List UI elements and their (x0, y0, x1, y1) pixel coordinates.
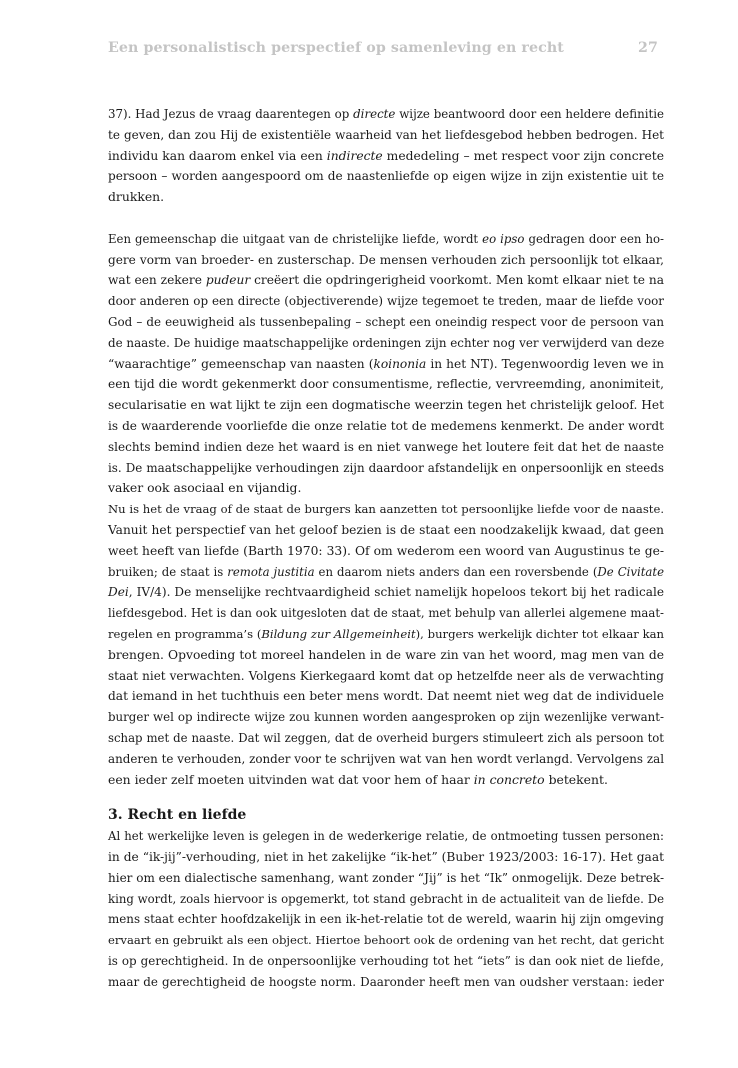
text-line: te geven, dan zou Hij de existentiële waarheid van het liefdesgebod hebben bedrogen. Het (108, 127, 664, 142)
text-line: weet heeft van liefde (Barth 1970: 33). Of om wederom een woord van Augustinus te ge- (108, 543, 664, 558)
text-line: regelen en programma’s (Bildung zur Allgemeinheit), burgers werkelijk dichter tot elkaar kan (108, 626, 665, 641)
text-line: Een gemeenschap die uitgaat van de christelijke liefde, wordt eo ipso gedragen door een ho- (108, 231, 664, 246)
text-line: slechts bemind indien deze het waard is en niet vanwege het loutere feit dat het de naaste (108, 439, 664, 454)
text-line: Nu is het de vraag of de staat de burgers kan aanzetten tot persoonlijke liefde voor de naaste. (108, 502, 664, 517)
text-line: king wordt, zoals hiervoor is opgemerkt, tot stand gebracht in de actualiteit van de liefde. De (108, 891, 664, 906)
text-line: is op gerechtigheid. In de onpersoonlijke verhouding tot het “iets” is dan ook niet de liefde, (108, 954, 664, 969)
running-head (108, 40, 658, 56)
text-line: burger wel op indirecte wijze zou kunnen worden aangesproken op zijn wezenlijke verwant- (108, 710, 664, 725)
text-line: mens staat echter hoofdzakelijk in een ik-het-relatie tot de wereld, waarin hij zijn omgeving (108, 912, 664, 927)
text-line: maar de gerechtigheid de hoogste norm. Daaronder heeft men van oudsher verstaan: ieder (108, 974, 664, 989)
text-line: God – de eeuwigheid als tussenbepaling – schept een oneindig respect voor de persoon van (108, 314, 664, 329)
paragraph-2 (108, 229, 664, 499)
text-line: hier om een dialectische samenhang, want zonder “Jij” is het “Ik” onmogelijk. Deze betrek- (108, 870, 665, 885)
running-head-title: Een personalistisch perspectief op samenleving en recht (108, 40, 564, 56)
text-line: in de “ik-jij”-verhouding, niet in het zakelijke “ik-het” (Buber 1923/2003: 16-17). Het gaat (108, 850, 664, 865)
text-line: Vanuit het perspectief van het geloof bezien is de staat een noodzakelijk kwaad, dat geen (108, 522, 664, 537)
text-line: dat iemand in het tuchthuis een beter mens wordt. Dat neemt niet weg dat de individuele (108, 689, 664, 704)
text-line: is de waarderende voorliefde die onze relatie tot de medemens kenmerkt. De ander wordt (108, 418, 664, 433)
text-line: Al het werkelijke leven is gelegen in de wederkerige relatie, de ontmoeting tussen personen: (108, 829, 664, 844)
text-line: brengen. Opvoeding tot moreel handelen in de ware zin van het woord, mag men van de (108, 647, 664, 662)
text-line: secularisatie en wat lijkt te zijn een dogmatische weerzin tegen het christelijk geloof. Het (108, 398, 664, 413)
text-line: “waarachtige” gemeenschap van naasten (koinonia in het NT). Tegenwoordig leven we in (108, 356, 664, 371)
text-line: liefdesgebod. Het is dan ook uitgesloten dat de staat, met behulp van allerlei algemene maat- (108, 606, 664, 621)
page-number: 27 (638, 40, 658, 56)
text-line: schap met de naaste. Dat wil zeggen, dat de overheid burgers stimuleert zich als persoon tot (108, 730, 664, 745)
section-heading: 3. Recht en liefde (108, 807, 247, 824)
text-line: is. De maatschappelijke verhoudingen zijn daardoor afstandelijk en onpersoonlijk en steeds (108, 460, 664, 475)
text-line: anderen te verhouden, zonder voor te schrijven wat van hen wordt verlangd. Vervolgens zal (108, 751, 664, 766)
text-line: een ieder zelf moeten uitvinden wat dat voor hem of haar in concreto betekent. (108, 771, 608, 787)
text-line: de naaste. De huidige maatschappelijke ordeningen zijn echter nog ver verwijderd van deze (108, 335, 665, 350)
text-line: gere vorm van broeder- en zusterschap. De mensen verhouden zich persoonlijk tot elkaar, (108, 252, 664, 267)
paragraph-3 (108, 499, 664, 790)
text-line: wat een zekere pudeur creëert die opdringerigheid voorkomt. Men komt elkaar niet te na (108, 273, 664, 288)
text-line: individu kan daarom enkel via een indirecte mededeling – met respect voor zijn concrete (108, 148, 664, 163)
text-line: vaker ook asociaal en vijandig. (108, 480, 302, 496)
text-line: bruiken; de staat is remota justitia en daarom niets anders dan een roversbende (De Civitate (108, 564, 664, 579)
paragraph-1 (108, 104, 664, 208)
body-text (108, 104, 664, 993)
text-line: door anderen op een directe (objectiverende) wijze tegemoet te treden, maar de liefde voor (108, 294, 664, 309)
text-line: ervaart en gebruikt als een object. Hiertoe behoort ook de ordening van het recht, dat gericht (108, 933, 664, 948)
text-line: persoon – worden aangespoord om de naastenliefde op eigen wijze in zijn existentie uit te (108, 169, 664, 184)
paragraph-4 (108, 826, 664, 992)
text-line: 37). Had Jezus de vraag daarentegen op directe wijze beantwoord door een heldere definitie (108, 107, 664, 121)
text-line: drukken. (108, 189, 165, 205)
text-line: Dei, IV/4). De menselijke rechtvaardigheid schiet namelijk hopeloos tekort bij het radicale (108, 585, 664, 600)
text-line: een tijd die wordt gekenmerkt door consumentisme, reflectie, vervreemding, anonimiteit, (108, 377, 664, 392)
text-line: staat niet verwachten. Volgens Kierkegaard komt dat op hetzelfde neer als de verwachting (108, 668, 664, 683)
